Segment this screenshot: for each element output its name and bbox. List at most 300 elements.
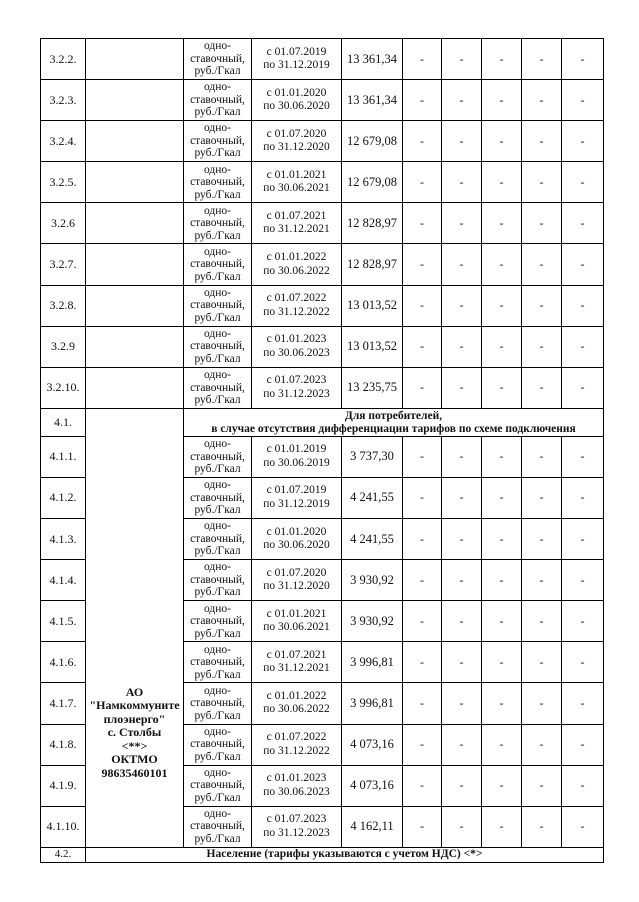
empty-dash: -	[562, 765, 604, 806]
organization-cell-empty	[86, 326, 184, 367]
cell-line: ставочный,	[190, 52, 245, 65]
tariff-period	[252, 39, 342, 80]
section-4-2-row	[41, 847, 604, 862]
tariff-kind	[184, 285, 252, 326]
tariff-value: 4 241,55	[342, 477, 403, 518]
empty-dash: -	[403, 765, 442, 806]
empty-dash: -	[522, 765, 562, 806]
tariff-period	[252, 806, 342, 847]
empty-dash: -	[562, 806, 604, 847]
tariff-period	[252, 724, 342, 765]
empty-dash: -	[522, 39, 562, 80]
cell-line: ставочный,	[190, 450, 245, 463]
tariff-row	[41, 244, 604, 285]
cell-line: с 01.07.2021	[266, 209, 327, 222]
empty-dash: -	[442, 601, 482, 642]
tariff-period	[252, 80, 342, 121]
cell-line: по 31.12.2020	[263, 580, 330, 593]
row-number: 3.2.2.	[41, 39, 86, 80]
tariff-period	[252, 203, 342, 244]
tariff-value: 12 679,08	[342, 121, 403, 162]
tariff-value: 4 241,55	[342, 519, 403, 560]
empty-dash: -	[482, 683, 522, 724]
cell-line: руб./Гкал	[194, 270, 241, 283]
tariff-row	[41, 162, 604, 203]
cell-line: руб./Гкал	[194, 394, 241, 407]
tariff-value: 12 828,97	[342, 244, 403, 285]
cell-line: руб./Гкал	[194, 709, 241, 722]
cell-line: одно-	[203, 766, 231, 779]
empty-dash: -	[442, 683, 482, 724]
tariff-kind	[184, 806, 252, 847]
cell-line: руб./Гкал	[194, 188, 241, 201]
empty-dash: -	[442, 326, 482, 367]
empty-dash: -	[442, 436, 482, 477]
tariff-value: 4 073,16	[342, 765, 403, 806]
section-3-rows	[41, 39, 604, 409]
empty-dash: -	[403, 162, 442, 203]
row-number: 4.1.4.	[41, 560, 86, 601]
empty-dash: -	[403, 683, 442, 724]
tariff-value: 13 013,52	[342, 285, 403, 326]
cell-line: с 01.01.2023	[266, 333, 327, 346]
row-number: 4.1.1.	[41, 436, 86, 477]
organization-cell-empty	[86, 162, 184, 203]
cell-line: одно-	[203, 643, 231, 656]
organization-line: 98635460101	[101, 765, 168, 780]
cell-line: по 31.12.2019	[263, 497, 330, 510]
empty-dash: -	[403, 203, 442, 244]
tariff-period	[252, 367, 342, 408]
cell-line: ставочный,	[190, 491, 245, 504]
cell-line: руб./Гкал	[194, 627, 241, 640]
empty-dash: -	[442, 162, 482, 203]
tariff-period	[252, 601, 342, 642]
cell-line: по 30.06.2020	[263, 539, 330, 552]
organization-line: ОКТМО	[111, 752, 158, 767]
empty-dash: -	[482, 601, 522, 642]
cell-line: одно-	[203, 81, 231, 94]
tariff-kind	[184, 244, 252, 285]
tariff-period	[252, 765, 342, 806]
cell-line: руб./Гкал	[194, 311, 241, 324]
row-number: 4.1.	[41, 408, 86, 436]
empty-dash: -	[403, 80, 442, 121]
tariff-kind	[184, 519, 252, 560]
row-number: 4.1.3.	[41, 519, 86, 560]
empty-dash: -	[522, 244, 562, 285]
section-4-1-header-row	[41, 408, 604, 436]
empty-dash: -	[482, 519, 522, 560]
tariff-period	[252, 162, 342, 203]
tariff-value: 3 930,92	[342, 601, 403, 642]
cell-line: одно-	[203, 725, 231, 738]
cell-line: одно-	[203, 602, 231, 615]
row-number: 4.1.7.	[41, 683, 86, 724]
tariff-kind	[184, 601, 252, 642]
cell-line: с 01.07.2023	[266, 374, 327, 387]
empty-dash: -	[562, 121, 604, 162]
empty-dash: -	[522, 436, 562, 477]
cell-line: одно-	[203, 684, 231, 697]
tariff-value: 4 073,16	[342, 724, 403, 765]
empty-dash: -	[562, 367, 604, 408]
empty-dash: -	[403, 724, 442, 765]
organization-cell-empty	[86, 39, 184, 80]
empty-dash: -	[442, 806, 482, 847]
tariff-value: 3 737,30	[342, 436, 403, 477]
empty-dash: -	[403, 121, 442, 162]
empty-dash: -	[482, 39, 522, 80]
empty-dash: -	[442, 724, 482, 765]
cell-line: по 30.06.2023	[263, 785, 330, 798]
cell-line: ставочный,	[190, 176, 245, 189]
row-number: 3.2.10.	[41, 367, 86, 408]
row-number: 4.1.2.	[41, 477, 86, 518]
tariff-kind	[184, 39, 252, 80]
empty-dash: -	[522, 601, 562, 642]
cell-line: руб./Гкал	[194, 229, 241, 242]
empty-dash: -	[562, 203, 604, 244]
empty-dash: -	[482, 765, 522, 806]
tariff-row	[41, 39, 604, 80]
cell-line: ставочный,	[190, 779, 245, 792]
cell-line: ставочный,	[190, 820, 245, 833]
empty-dash: -	[403, 519, 442, 560]
empty-dash: -	[403, 477, 442, 518]
cell-line: одно-	[203, 438, 231, 451]
empty-dash: -	[403, 285, 442, 326]
cell-line: по 31.12.2023	[263, 826, 330, 839]
cell-line: по 30.06.2021	[263, 621, 330, 634]
empty-dash: -	[403, 642, 442, 683]
tariff-kind	[184, 121, 252, 162]
cell-line: по 31.12.2020	[263, 141, 330, 154]
empty-dash: -	[522, 560, 562, 601]
cell-line: с 01.01.2022	[266, 251, 327, 264]
cell-line: руб./Гкал	[194, 352, 241, 365]
cell-line: по 30.06.2022	[263, 264, 330, 277]
empty-dash: -	[522, 683, 562, 724]
tariff-row	[41, 367, 604, 408]
empty-dash: -	[403, 436, 442, 477]
empty-dash: -	[403, 244, 442, 285]
organization-cell-empty	[86, 80, 184, 121]
empty-dash: -	[562, 683, 604, 724]
empty-dash: -	[442, 519, 482, 560]
cell-line: руб./Гкал	[194, 586, 241, 599]
tariff-kind	[184, 724, 252, 765]
cell-line: одно-	[203, 327, 231, 340]
empty-dash: -	[403, 560, 442, 601]
tariff-value: 12 679,08	[342, 162, 403, 203]
organization-cell-empty	[86, 244, 184, 285]
empty-dash: -	[562, 642, 604, 683]
tariff-kind	[184, 642, 252, 683]
empty-dash: -	[562, 519, 604, 560]
empty-dash: -	[522, 642, 562, 683]
tariff-table	[40, 38, 604, 863]
row-number: 3.2.4.	[41, 121, 86, 162]
cell-line: с 01.07.2019	[266, 45, 327, 58]
tariff-period	[252, 121, 342, 162]
row-number: 4.1.9.	[41, 765, 86, 806]
tariff-period	[252, 285, 342, 326]
section-4-1-title	[184, 408, 604, 436]
empty-dash: -	[403, 367, 442, 408]
cell-line: руб./Гкал	[194, 147, 241, 160]
empty-dash: -	[442, 244, 482, 285]
cell-line: с 01.01.2020	[266, 525, 327, 538]
cell-line: одно-	[203, 561, 231, 574]
empty-dash: -	[562, 601, 604, 642]
cell-line: ставочный,	[190, 532, 245, 545]
empty-dash: -	[562, 560, 604, 601]
cell-line: ставочный,	[190, 656, 245, 669]
empty-dash: -	[482, 436, 522, 477]
cell-line: с 01.07.2022	[266, 731, 327, 744]
cell-line: одно-	[203, 163, 231, 176]
empty-dash: -	[522, 203, 562, 244]
cell-line: по 31.12.2021	[263, 662, 330, 675]
cell-line: руб./Гкал	[194, 463, 241, 476]
cell-line: ставочный,	[190, 299, 245, 312]
empty-dash: -	[562, 436, 604, 477]
empty-dash: -	[562, 477, 604, 518]
organization-cell-empty	[86, 367, 184, 408]
empty-dash: -	[442, 121, 482, 162]
empty-dash: -	[442, 285, 482, 326]
section-4-rows	[41, 408, 604, 847]
organization-line: плоэнерго"	[103, 711, 166, 726]
tariff-period	[252, 642, 342, 683]
empty-dash: -	[403, 806, 442, 847]
tariff-row	[41, 80, 604, 121]
tariff-period	[252, 326, 342, 367]
empty-dash: -	[562, 162, 604, 203]
empty-dash: -	[562, 285, 604, 326]
cell-line: по 31.12.2021	[263, 223, 330, 236]
empty-dash: -	[442, 39, 482, 80]
tariff-value: 3 996,81	[342, 683, 403, 724]
tariff-value: 3 996,81	[342, 642, 403, 683]
tariff-period	[252, 436, 342, 477]
cell-line: руб./Гкал	[194, 545, 241, 558]
cell-line: с 01.07.2023	[266, 813, 327, 826]
empty-dash: -	[522, 285, 562, 326]
tariff-kind	[184, 436, 252, 477]
cell-line: по 31.12.2023	[263, 387, 330, 400]
empty-dash: -	[562, 244, 604, 285]
cell-line: с 01.07.2022	[266, 292, 327, 305]
organization-spacer	[86, 476, 183, 686]
row-number: 3.2.7.	[41, 244, 86, 285]
empty-dash: -	[442, 477, 482, 518]
cell-line: с 01.07.2019	[266, 484, 327, 497]
empty-dash: -	[482, 642, 522, 683]
cell-line: руб./Гкал	[194, 750, 241, 763]
cell-line: по 30.06.2023	[263, 346, 330, 359]
empty-dash: -	[403, 39, 442, 80]
cell-line: одно-	[203, 286, 231, 299]
cell-line: одно-	[203, 479, 231, 492]
empty-dash: -	[482, 80, 522, 121]
tariff-kind	[184, 765, 252, 806]
organization-line: "Намкоммуните	[89, 698, 180, 713]
cell-line: одно-	[203, 369, 231, 382]
tariff-kind	[184, 560, 252, 601]
tariff-value: 13 013,52	[342, 326, 403, 367]
empty-dash: -	[522, 519, 562, 560]
empty-dash: -	[522, 162, 562, 203]
cell-line: по 30.06.2020	[263, 100, 330, 113]
cell-line: ставочный,	[190, 340, 245, 353]
tariff-period	[252, 477, 342, 518]
cell-line: с 01.01.2019	[266, 443, 327, 456]
empty-dash: -	[522, 806, 562, 847]
cell-line: с 01.07.2021	[266, 648, 327, 661]
empty-dash: -	[522, 367, 562, 408]
tariff-kind	[184, 162, 252, 203]
empty-dash: -	[562, 80, 604, 121]
cell-line: одно-	[203, 40, 231, 53]
row-number: 3.2.8.	[41, 285, 86, 326]
cell-line: руб./Гкал	[194, 65, 241, 78]
empty-dash: -	[482, 560, 522, 601]
empty-dash: -	[482, 477, 522, 518]
tariff-value: 13 235,75	[342, 367, 403, 408]
tariff-kind	[184, 683, 252, 724]
cell-line: ставочный,	[190, 217, 245, 230]
tariff-period	[252, 244, 342, 285]
tariff-row	[41, 121, 604, 162]
cell-line: по 31.12.2019	[263, 59, 330, 72]
cell-line: по 31.12.2022	[263, 305, 330, 318]
organization-line: с. Столбы	[107, 725, 162, 740]
tariff-kind	[184, 326, 252, 367]
empty-dash: -	[442, 642, 482, 683]
cell-line: одно-	[203, 122, 231, 135]
empty-dash: -	[482, 806, 522, 847]
section-title-line: Для потребителей,	[344, 409, 443, 422]
tariff-kind	[184, 80, 252, 121]
cell-line: ставочный,	[190, 134, 245, 147]
tariff-period	[252, 683, 342, 724]
tariff-period	[252, 560, 342, 601]
row-number: 3.2.5.	[41, 162, 86, 203]
organization-line: <**>	[121, 738, 148, 753]
empty-dash: -	[442, 367, 482, 408]
empty-dash: -	[482, 244, 522, 285]
cell-line: ставочный,	[190, 381, 245, 394]
row-number: 3.2.3.	[41, 80, 86, 121]
row-number: 4.2.	[41, 847, 86, 862]
tariff-row	[41, 326, 604, 367]
organization-cell-empty	[86, 203, 184, 244]
empty-dash: -	[522, 80, 562, 121]
tariff-value: 13 361,34	[342, 80, 403, 121]
empty-dash: -	[482, 285, 522, 326]
tariff-kind	[184, 367, 252, 408]
cell-line: по 30.06.2022	[263, 703, 330, 716]
cell-line: ставочный,	[190, 258, 245, 271]
organization-cell-empty	[86, 121, 184, 162]
empty-dash: -	[482, 162, 522, 203]
cell-line: ставочный,	[190, 93, 245, 106]
empty-dash: -	[522, 724, 562, 765]
cell-line: руб./Гкал	[194, 106, 241, 119]
empty-dash: -	[442, 203, 482, 244]
tariff-value: 13 361,34	[342, 39, 403, 80]
section-4-2-title: Население (тарифы указываются с учетом НДС) <*>	[86, 847, 604, 862]
cell-line: одно-	[203, 204, 231, 217]
tariff-row	[41, 203, 604, 244]
organization-cell-empty	[86, 285, 184, 326]
cell-line: по 30.06.2021	[263, 182, 330, 195]
cell-line: с 01.07.2020	[266, 127, 327, 140]
row-number: 4.1.6.	[41, 642, 86, 683]
cell-line: руб./Гкал	[194, 791, 241, 804]
cell-line: с 01.01.2020	[266, 86, 327, 99]
empty-dash: -	[562, 39, 604, 80]
empty-dash: -	[442, 560, 482, 601]
empty-dash: -	[522, 477, 562, 518]
empty-dash: -	[522, 121, 562, 162]
cell-line: одно-	[203, 245, 231, 258]
empty-dash: -	[403, 601, 442, 642]
tariff-value: 4 162,11	[342, 806, 403, 847]
cell-line: с 01.01.2023	[266, 772, 327, 785]
section-title-line: в случае отсутствия дифференциации тарифов по схеме подключения	[211, 422, 576, 435]
cell-line: ставочный,	[190, 615, 245, 628]
empty-dash: -	[562, 724, 604, 765]
tariff-value: 3 930,92	[342, 560, 403, 601]
tariff-period	[252, 519, 342, 560]
row-number: 4.1.5.	[41, 601, 86, 642]
cell-line: с 01.01.2022	[266, 689, 327, 702]
cell-line: руб./Гкал	[194, 504, 241, 517]
row-number: 4.1.8.	[41, 724, 86, 765]
cell-line: с 01.01.2021	[266, 168, 327, 181]
empty-dash: -	[482, 367, 522, 408]
empty-dash: -	[562, 326, 604, 367]
cell-line: одно-	[203, 807, 231, 820]
cell-line: с 01.01.2021	[266, 607, 327, 620]
tariff-row	[41, 285, 604, 326]
organization-line: АО	[125, 684, 144, 699]
empty-dash: -	[442, 80, 482, 121]
tariff-kind	[184, 477, 252, 518]
empty-dash: -	[482, 326, 522, 367]
cell-line: ставочный,	[190, 573, 245, 586]
empty-dash: -	[522, 326, 562, 367]
cell-line: руб./Гкал	[194, 668, 241, 681]
organization-cell	[86, 408, 184, 847]
cell-line: по 31.12.2022	[263, 744, 330, 757]
empty-dash: -	[482, 121, 522, 162]
cell-line: руб./Гкал	[194, 832, 241, 845]
empty-dash: -	[403, 326, 442, 367]
row-number: 3.2.6	[41, 203, 86, 244]
empty-dash: -	[482, 203, 522, 244]
cell-line: ставочный,	[190, 697, 245, 710]
cell-line: по 30.06.2019	[263, 456, 330, 469]
cell-line: одно-	[203, 520, 231, 533]
tariff-value: 12 828,97	[342, 203, 403, 244]
empty-dash: -	[442, 765, 482, 806]
empty-dash: -	[482, 724, 522, 765]
tariff-kind	[184, 203, 252, 244]
